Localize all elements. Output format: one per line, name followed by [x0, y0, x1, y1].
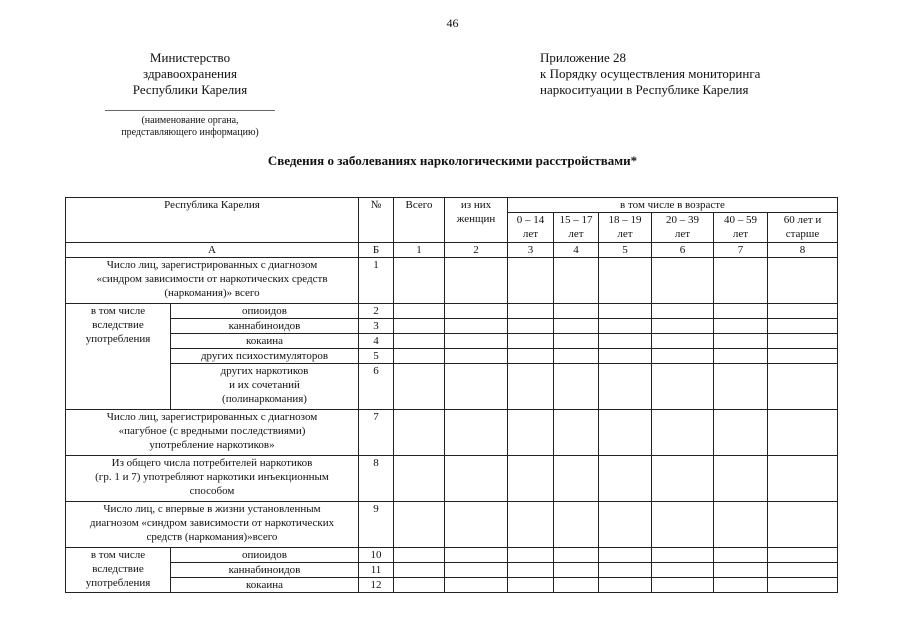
data-cell: [714, 502, 768, 548]
table-row: [66, 258, 838, 304]
column-codes-row: [66, 243, 838, 258]
data-cell: [445, 334, 508, 349]
data-cell: [554, 502, 599, 548]
data-cell: [652, 410, 714, 456]
header-age-group: в том числе в возрасте: [508, 198, 838, 213]
row-number: 7: [359, 410, 394, 456]
data-cell: [599, 304, 652, 319]
appendix-line-3: наркоситуации в Республике Карелия: [540, 82, 749, 97]
data-cell: [394, 502, 445, 548]
data-cell: [652, 364, 714, 410]
header-age-20-39: 20 – 39 лет: [652, 213, 714, 243]
data-cell: [768, 304, 838, 319]
data-cell: [714, 319, 768, 334]
data-cell: [554, 304, 599, 319]
org-note-line-1: (наименование органа,: [141, 115, 239, 126]
data-cell: [445, 364, 508, 410]
table-row: [66, 304, 838, 319]
row-group-label: в том числе вследствие употребления: [66, 304, 171, 410]
statistics-table: [65, 197, 838, 593]
org-underline: [105, 110, 275, 111]
data-cell: [508, 578, 554, 593]
header-age-60-plus: 60 лет и старше: [768, 213, 838, 243]
org-line-3: Республики Карелия: [132, 82, 248, 97]
table-row: [66, 548, 838, 563]
data-cell: [508, 410, 554, 456]
data-cell: [554, 349, 599, 364]
data-cell: [445, 456, 508, 502]
row-label: кокаина: [171, 578, 359, 593]
data-cell: [652, 548, 714, 563]
row-label: опиоидов: [171, 304, 359, 319]
data-cell: [599, 258, 652, 304]
data-cell: [445, 349, 508, 364]
row-label: Число лиц, зарегистрированных с диагнозом «пагубное (с вредными последствиями) употребление наркотиков»: [66, 410, 359, 456]
data-cell: [768, 578, 838, 593]
data-cell: [714, 563, 768, 578]
data-cell: [714, 364, 768, 410]
row-number: 11: [359, 563, 394, 578]
data-cell: [554, 258, 599, 304]
row-label: Из общего числа потребителей наркотиков (гр. 1 и 7) употребляют наркотики инъекционным способом: [66, 456, 359, 502]
table-row: [66, 319, 838, 334]
header-age-15-17: 15 – 17 лет: [554, 213, 599, 243]
data-cell: [554, 319, 599, 334]
data-cell: [508, 364, 554, 410]
data-cell: [599, 578, 652, 593]
data-cell: [652, 304, 714, 319]
data-cell: [554, 334, 599, 349]
data-cell: [508, 502, 554, 548]
data-cell: [508, 456, 554, 502]
data-cell: [508, 319, 554, 334]
data-cell: [714, 349, 768, 364]
data-cell: [554, 578, 599, 593]
row-label: опиоидов: [171, 548, 359, 563]
data-cell: [714, 456, 768, 502]
code-cell: 5: [599, 243, 652, 258]
page-number: 46: [446, 16, 459, 30]
data-cell: [714, 548, 768, 563]
table-row: [66, 563, 838, 578]
data-cell: [445, 258, 508, 304]
data-cell: [599, 410, 652, 456]
table-row: [66, 334, 838, 349]
data-cell: [768, 563, 838, 578]
data-cell: [599, 334, 652, 349]
org-note-line-2: представляющего информацию): [121, 127, 259, 138]
data-cell: [394, 563, 445, 578]
header-age-40-59: 40 – 59 лет: [714, 213, 768, 243]
table-row: [66, 502, 838, 548]
table-row: [66, 349, 838, 364]
data-cell: [554, 410, 599, 456]
header-age-0-14: 0 – 14 лет: [508, 213, 554, 243]
row-number: 3: [359, 319, 394, 334]
row-label: кокаина: [171, 334, 359, 349]
data-cell: [445, 304, 508, 319]
row-label: каннабиноидов: [171, 563, 359, 578]
code-cell: Б: [359, 243, 394, 258]
data-cell: [508, 349, 554, 364]
code-cell: 4: [554, 243, 599, 258]
data-cell: [394, 349, 445, 364]
appendix-line-1: Приложение 28: [540, 50, 627, 65]
data-cell: [394, 319, 445, 334]
data-cell: [554, 456, 599, 502]
header-age-18-19: 18 – 19 лет: [599, 213, 652, 243]
data-cell: [394, 456, 445, 502]
row-label: Число лиц, зарегистрированных с диагнозом «синдром зависимости от наркотических средств (наркомания)» всего: [66, 258, 359, 304]
org-line-2: здравоохранения: [143, 66, 237, 81]
data-cell: [599, 548, 652, 563]
data-cell: [508, 334, 554, 349]
data-cell: [599, 456, 652, 502]
data-cell: [445, 319, 508, 334]
row-group-label: в том числе вследствие употребления: [66, 548, 171, 593]
data-cell: [394, 578, 445, 593]
data-cell: [599, 502, 652, 548]
header-total: Всего: [394, 198, 445, 243]
data-cell: [714, 578, 768, 593]
data-cell: [768, 548, 838, 563]
data-cell: [599, 349, 652, 364]
data-cell: [394, 410, 445, 456]
code-cell: А: [66, 243, 359, 258]
data-cell: [554, 364, 599, 410]
table-row: [66, 578, 838, 593]
data-cell: [599, 563, 652, 578]
row-number: 9: [359, 502, 394, 548]
code-cell: 1: [394, 243, 445, 258]
code-cell: 2: [445, 243, 508, 258]
data-cell: [652, 334, 714, 349]
document-title: Сведения о заболеваниях наркологическими расстройствами*: [267, 153, 638, 168]
code-cell: 6: [652, 243, 714, 258]
data-cell: [445, 578, 508, 593]
row-label: Число лиц, с впервые в жизни установленным диагнозом «синдром зависимости от наркотических средств (наркомания)»всего: [66, 502, 359, 548]
data-cell: [554, 563, 599, 578]
data-cell: [768, 349, 838, 364]
data-cell: [508, 563, 554, 578]
data-cell: [652, 502, 714, 548]
row-number: 6: [359, 364, 394, 410]
row-number: 12: [359, 578, 394, 593]
data-cell: [445, 410, 508, 456]
data-cell: [599, 319, 652, 334]
row-number: 10: [359, 548, 394, 563]
row-label: других психостимуляторов: [171, 349, 359, 364]
data-cell: [445, 502, 508, 548]
row-label: других наркотиков и их сочетаний (полинаркомания): [171, 364, 359, 410]
row-number: 1: [359, 258, 394, 304]
data-cell: [652, 258, 714, 304]
data-cell: [652, 563, 714, 578]
data-cell: [652, 349, 714, 364]
data-cell: [768, 410, 838, 456]
data-cell: [394, 548, 445, 563]
header-number: №: [359, 198, 394, 243]
code-cell: 8: [768, 243, 838, 258]
row-number: 5: [359, 349, 394, 364]
organization-block: [95, 50, 285, 139]
data-cell: [394, 334, 445, 349]
data-cell: [445, 563, 508, 578]
data-cell: [768, 258, 838, 304]
data-cell: [508, 304, 554, 319]
row-number: 8: [359, 456, 394, 502]
row-label: каннабиноидов: [171, 319, 359, 334]
data-cell: [714, 410, 768, 456]
data-cell: [394, 304, 445, 319]
appendix-block: [540, 50, 760, 98]
data-cell: [508, 548, 554, 563]
data-cell: [768, 334, 838, 349]
data-cell: [714, 258, 768, 304]
data-cell: [768, 319, 838, 334]
header-region: Республика Карелия: [66, 198, 359, 243]
data-cell: [768, 456, 838, 502]
appendix-line-2: к Порядку осуществления мониторинга: [540, 66, 761, 81]
code-cell: 7: [714, 243, 768, 258]
table-row: [66, 410, 838, 456]
data-cell: [768, 502, 838, 548]
data-cell: [394, 258, 445, 304]
header-women: из них женщин: [445, 198, 508, 243]
code-cell: 3: [508, 243, 554, 258]
table-row: [66, 456, 838, 502]
data-cell: [652, 456, 714, 502]
data-cell: [508, 258, 554, 304]
data-cell: [445, 548, 508, 563]
row-number: 4: [359, 334, 394, 349]
data-cell: [652, 319, 714, 334]
data-cell: [599, 364, 652, 410]
data-cell: [714, 304, 768, 319]
data-cell: [394, 364, 445, 410]
data-cell: [652, 578, 714, 593]
row-number: 2: [359, 304, 394, 319]
data-cell: [714, 334, 768, 349]
data-cell: [554, 548, 599, 563]
org-line-1: Министерство: [149, 50, 231, 65]
table-row: [66, 364, 838, 410]
data-cell: [768, 364, 838, 410]
